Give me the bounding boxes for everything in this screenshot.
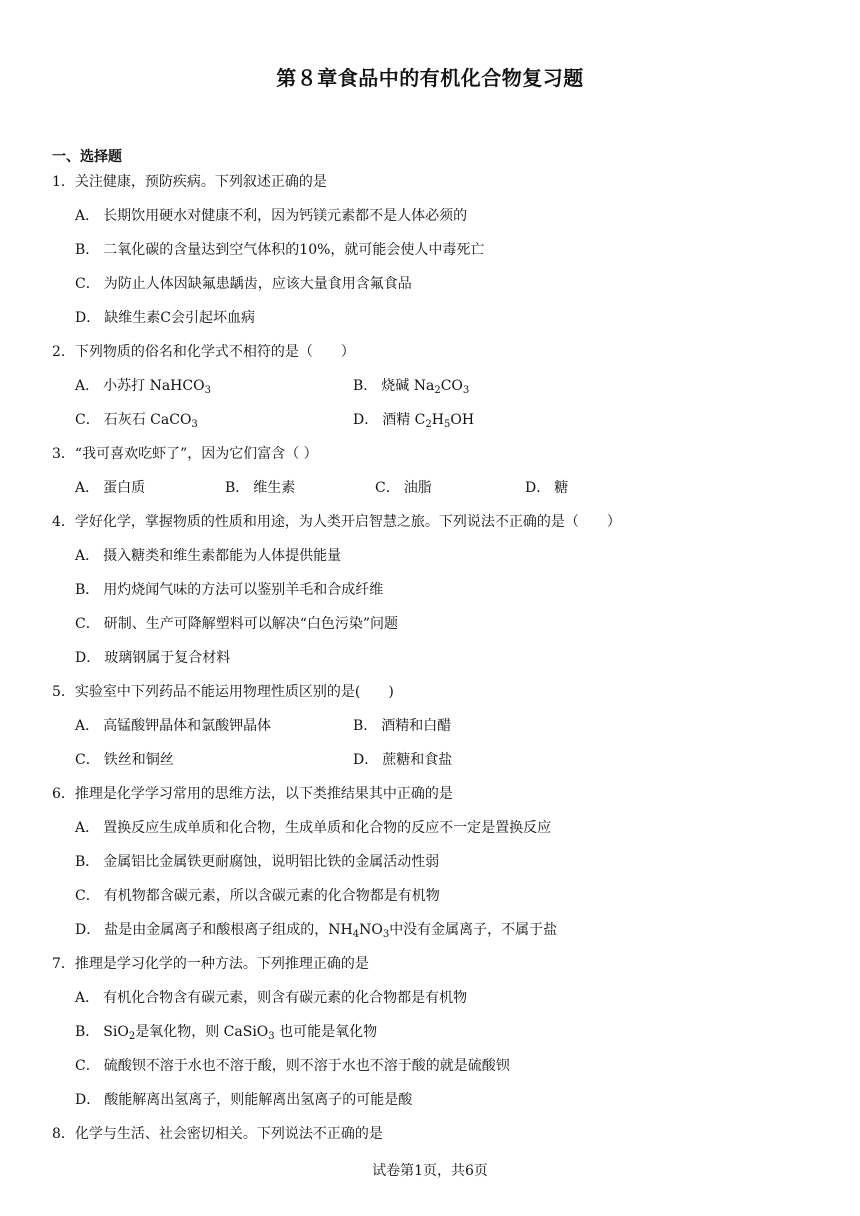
option-a xyxy=(75,375,353,409)
option-letter: C． xyxy=(75,412,100,428)
option-row xyxy=(75,749,812,783)
question-list xyxy=(52,171,812,1157)
question-3 xyxy=(52,443,812,511)
option-group xyxy=(75,715,812,783)
option-letter: B． xyxy=(75,582,100,598)
option-c xyxy=(375,477,525,511)
question-2 xyxy=(52,341,812,443)
option-letter: B． xyxy=(353,378,378,394)
question-text: 化学与生活、社会密切相关。下列说法不正确的是 xyxy=(74,1126,383,1142)
option-group xyxy=(75,205,812,341)
option-letter: B． xyxy=(353,718,378,734)
option-text: 二氧化碳的含量达到空气体积的10%，就可能会使人中毒死亡 xyxy=(103,242,485,258)
option-group xyxy=(75,545,812,681)
question-text: 关注健康，预防疾病。下列叙述正确的是 xyxy=(74,174,327,190)
question-stem xyxy=(52,443,812,477)
question-stem xyxy=(52,341,812,375)
option-letter: A． xyxy=(75,990,100,1006)
option-text: 蛋白质 xyxy=(103,480,146,496)
question-1 xyxy=(52,171,812,341)
option-d xyxy=(75,1089,812,1123)
option-b xyxy=(75,239,812,273)
option-c xyxy=(75,273,812,307)
option-c xyxy=(75,613,812,647)
question-8 xyxy=(52,1123,812,1157)
option-group xyxy=(75,987,812,1123)
option-text: 烧碱 $Na_2CO_3$ xyxy=(381,378,470,396)
option-c xyxy=(75,409,353,443)
option-text: 小苏打 NaHCO$_3$ xyxy=(103,378,211,396)
option-row xyxy=(75,409,812,443)
question-text: 学好化学，掌握物质的性质和用途，为人类开启智慧之旅。下列说法不正确的是（ ） xyxy=(74,514,621,530)
option-letter: C． xyxy=(375,480,400,496)
question-5 xyxy=(52,681,812,783)
option-letter: C． xyxy=(75,1058,100,1074)
option-text: 酒精 $C_2H_5OH$ xyxy=(382,412,475,430)
question-stem xyxy=(52,783,812,817)
option-text: 铁丝和铜丝 xyxy=(103,752,174,768)
question-text: 下列物质的俗名和化学式不相符的是（ ） xyxy=(74,344,355,360)
option-text: 为防止人体因缺氟患龋齿，应该大量食用含氟食品 xyxy=(103,276,412,292)
question-stem xyxy=(52,681,812,715)
option-letter: A． xyxy=(75,208,100,224)
option-text: 有机化合物含有碳元素，则含有碳元素的化合物都是有机物 xyxy=(103,990,468,1006)
question-text: 推理是化学学习常用的思维方法，以下类推结果其中正确的是 xyxy=(74,786,453,802)
option-a xyxy=(75,545,812,579)
option-text: 硫酸钡不溶于水也不溶于酸，则不溶于水也不溶于酸的就是硫酸钡 xyxy=(103,1058,510,1074)
question-number: 4． xyxy=(52,514,75,530)
option-text: SiO$_2$是氧化物，则 CaSiO$_3$ 也可能是氧化物 xyxy=(103,1024,378,1042)
question-number: 6． xyxy=(52,786,75,802)
question-6 xyxy=(52,783,812,953)
option-a xyxy=(75,477,225,511)
document-title: 第８章食品中的有机化合物复习题 xyxy=(276,66,584,90)
question-4 xyxy=(52,511,812,681)
option-text: 酸能解离出氢离子，则能解离出氢离子的可能是酸 xyxy=(104,1092,413,1108)
option-d xyxy=(353,749,631,783)
option-b xyxy=(225,477,375,511)
option-text: 有机物都含碳元素，所以含碳元素的化合物都是有机物 xyxy=(103,888,440,904)
option-letter: A． xyxy=(75,548,100,564)
option-text: 长期饮用硬水对健康不利，因为钙镁元素都不是人体必须的 xyxy=(103,208,468,224)
option-text: 油脂 xyxy=(403,480,432,496)
option-a xyxy=(75,817,812,851)
option-letter: C． xyxy=(75,888,100,904)
option-a xyxy=(75,205,812,239)
option-d xyxy=(353,409,631,443)
option-c xyxy=(75,885,812,919)
option-group xyxy=(75,817,812,953)
option-letter: C． xyxy=(75,276,100,292)
page-footer: 试卷第1页，共6页 xyxy=(372,1163,488,1179)
option-letter: D． xyxy=(353,752,379,768)
option-letter: D． xyxy=(75,650,101,666)
question-text: “我可喜欢吃虾了”，因为它们富含（ ） xyxy=(74,446,318,462)
option-text: 盐是由金属离子和酸根离子组成的，$NH_4NO_3$中没有金属离子，不属于盐 xyxy=(104,922,558,940)
question-number: 2． xyxy=(52,344,75,360)
question-stem xyxy=(52,171,812,205)
option-d xyxy=(525,477,675,511)
option-group xyxy=(75,477,812,511)
option-letter: D． xyxy=(75,310,101,326)
option-text: 玻璃钢属于复合材料 xyxy=(104,650,231,666)
option-letter: B． xyxy=(225,480,250,496)
option-letter: D． xyxy=(525,480,551,496)
option-text: 用灼烧闻气味的方法可以鉴别羊毛和合成纤维 xyxy=(103,582,384,598)
question-stem xyxy=(52,511,812,545)
option-letter: D． xyxy=(75,922,101,938)
option-letter: B． xyxy=(75,854,100,870)
option-row xyxy=(75,375,812,409)
option-text: 置换反应生成单质和化合物，生成单质和化合物的反应不一定是置换反应 xyxy=(103,820,552,836)
option-letter: C． xyxy=(75,616,100,632)
option-d xyxy=(75,647,812,681)
option-letter: B． xyxy=(75,242,100,258)
question-number: 7． xyxy=(52,956,75,972)
option-text: 缺维生素C会引起坏血病 xyxy=(104,310,255,326)
question-number: 8． xyxy=(52,1126,75,1142)
option-b xyxy=(353,375,631,409)
option-a xyxy=(75,715,353,749)
option-letter: D． xyxy=(353,412,379,428)
question-number: 3． xyxy=(52,446,75,462)
option-d xyxy=(75,919,812,953)
question-number: 5． xyxy=(52,684,75,700)
option-letter: A． xyxy=(75,820,100,836)
option-text: 摄入糖类和维生素都能为人体提供能量 xyxy=(103,548,342,564)
section-heading: 一、选择题 xyxy=(52,149,122,165)
option-text: 糖 xyxy=(554,480,569,496)
option-b xyxy=(75,1021,812,1055)
option-letter: A． xyxy=(75,378,100,394)
option-group xyxy=(75,375,812,443)
option-b xyxy=(353,715,631,749)
question-7 xyxy=(52,953,812,1123)
option-text: 石灰石 CaCO$_3$ xyxy=(103,412,198,430)
option-b xyxy=(75,579,812,613)
option-text: 高锰酸钾晶体和氯酸钾晶体 xyxy=(103,718,272,734)
question-text: 实验室中下列药品不能运用物理性质区别的是( ) xyxy=(74,684,394,700)
option-letter: A． xyxy=(75,718,100,734)
option-letter: C． xyxy=(75,752,100,768)
option-text: 酒精和白醋 xyxy=(381,718,452,734)
option-b xyxy=(75,851,812,885)
question-stem xyxy=(52,953,812,987)
option-text: 蔗糖和食盐 xyxy=(382,752,453,768)
option-text: 研制、生产可降解塑料可以解决“白色污染”问题 xyxy=(103,616,399,632)
option-letter: A． xyxy=(75,480,100,496)
option-letter: B． xyxy=(75,1024,100,1040)
question-number: 1． xyxy=(52,174,75,190)
option-d xyxy=(75,307,812,341)
option-text: 金属铝比金属铁更耐腐蚀，说明铝比铁的金属活动性弱 xyxy=(103,854,440,870)
option-letter: D． xyxy=(75,1092,101,1108)
option-row xyxy=(75,715,812,749)
option-c xyxy=(75,749,353,783)
question-text: 推理是学习化学的一种方法。下列推理正确的是 xyxy=(74,956,369,972)
option-c xyxy=(75,1055,812,1089)
option-text: 维生素 xyxy=(253,480,296,496)
question-stem xyxy=(52,1123,812,1157)
option-a xyxy=(75,987,812,1021)
